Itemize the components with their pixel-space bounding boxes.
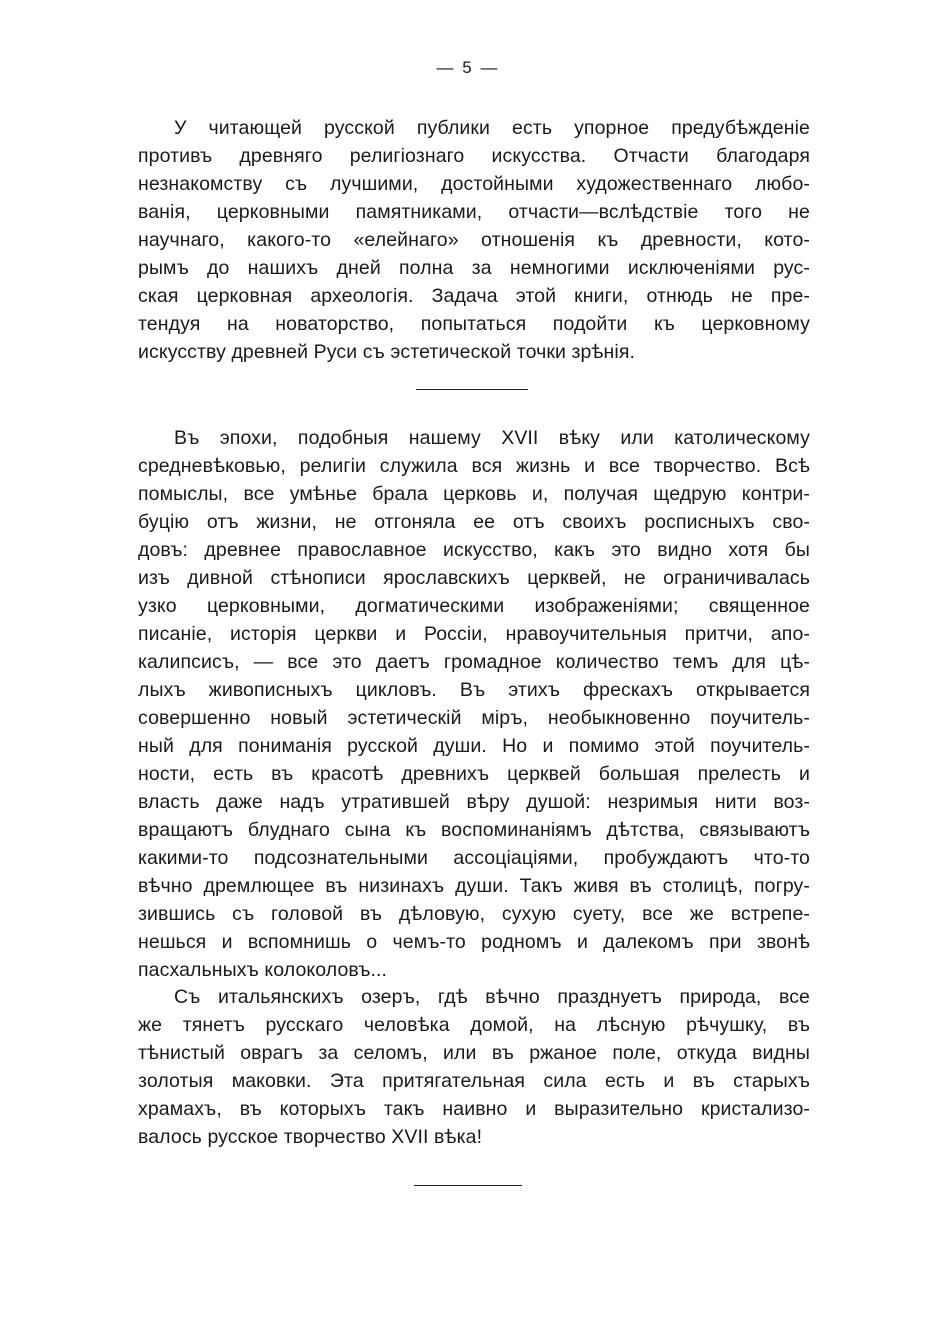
text-line: нешься и вспомнишь о чемъ-то родномъ и далекомъ при звонѣ (138, 931, 810, 953)
text-line: лыхъ живописныхъ цикловъ. Въ этихъ фрескахъ открывается (138, 679, 810, 701)
text-line: вѣчно дремлющее въ низинахъ души. Такъ живя въ столицѣ, погру- (138, 875, 810, 897)
text-line: искусству древней Руси съ эстетической точки зрѣнія. (138, 341, 635, 363)
section-divider (416, 389, 528, 390)
text-line: изъ дивной стѣнописи ярославскихъ церквей, не ограничивалась (138, 567, 810, 589)
text-line: ванія, церковными памятниками, отчасти—вслѣдствіе того не (138, 201, 810, 223)
text-line: вращаютъ блуднаго сына къ воспоминаніямъ дѣтства, связываютъ (138, 819, 810, 841)
text-line: ный для пониманія русской души. Но и помимо этой поучитель- (138, 735, 810, 757)
text-line: противъ древняго религіознаго искусства. Отчасти благодаря (138, 145, 810, 167)
text-line: калипсисъ, — все это даетъ громадное количество темъ для цѣ- (138, 651, 810, 673)
text-line: У читающей русской публики есть упорное предубѣжденіе (174, 117, 810, 139)
text-line: Въ эпохи, подобныя нашему XVII вѣку или католическому (174, 427, 810, 449)
page-number: — 5 — (436, 58, 500, 77)
text-line: пасхальныхъ колоколовъ... (138, 959, 388, 981)
text-line: власть даже надъ утратившей вѣру душой: незримыя нити воз- (138, 791, 810, 813)
text-line: совершенно новый эстетическій міръ, необыкновенно поучитель- (138, 707, 810, 729)
text-line: же тянетъ русскаго человѣка домой, на лѣсную рѣчушку, въ (138, 1014, 810, 1036)
text-line: довъ: древнее православное искусство, какъ это видно хотя бы (138, 539, 810, 561)
text-line: ности, есть въ красотѣ древнихъ церквей большая прелесть и (138, 763, 810, 785)
text-line: зившись съ головой въ дѣловую, сухую суету, все же встрепе- (138, 903, 810, 925)
text-line: какими-то подсознательными ассоціаціями, пробуждаютъ что-то (138, 847, 810, 869)
text-line: научнаго, какого-то «елейнаго» отношенія къ древности, кото- (138, 229, 810, 251)
text-line: тендуя на новаторство, попытаться подойти къ церковному (138, 313, 810, 335)
paragraph-intro (138, 114, 810, 366)
text-line: незнакомству съ лучшими, достойными художественнаго любо- (138, 173, 810, 195)
text-line: узко церковными, догматическими изображеніями; священное (138, 595, 810, 617)
text-line: Съ итальянскихъ озеръ, гдѣ вѣчно празднуетъ природа, все (174, 986, 810, 1008)
text-line: храмахъ, въ которыхъ такъ наивно и выразительно кристализо- (138, 1098, 810, 1120)
text-line: тѣнистый оврагъ за селомъ, или въ ржаное поле, откуда видны (138, 1042, 810, 1064)
text-line: ская церковная археологія. Задача этой книги, отнюдь не пре- (138, 285, 810, 307)
text-line: рымъ до нашихъ дней полна за немногими исключеніями рус- (138, 257, 810, 279)
text-line: буцію отъ жизни, не отгоняла ее отъ своихъ росписныхъ сво- (138, 511, 810, 533)
paragraph-epochs (138, 424, 810, 984)
text-line: средневѣковью, религіи служила вся жизнь и все творчество. Всѣ (138, 455, 810, 477)
section-divider (414, 1185, 522, 1186)
text-line: помыслы, все умѣнье брала церковь и, получая щедрую контри- (138, 483, 810, 505)
text-line: валось русское творчество XVII вѣка! (138, 1126, 483, 1148)
paragraph-italian-lakes (138, 983, 810, 1151)
text-line: писаніе, исторія церкви и Россіи, нравоучительныя притчи, апо- (138, 623, 810, 645)
text-line: золотыя маковки. Эта притягательная сила есть и въ старыхъ (138, 1070, 810, 1092)
